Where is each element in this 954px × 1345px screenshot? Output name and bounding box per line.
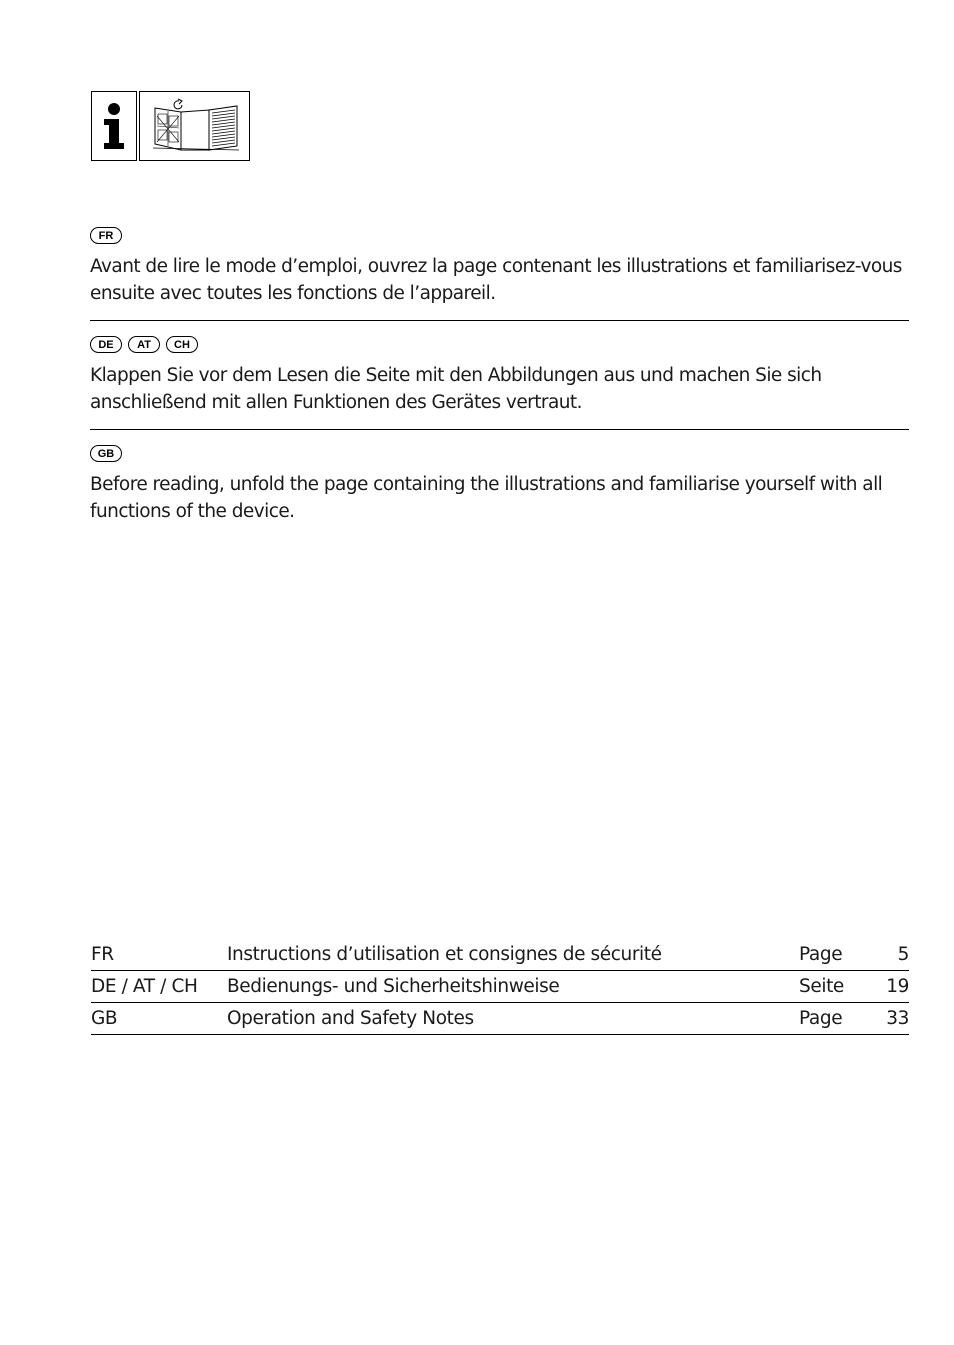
notice-text: Klappen Sie vor dem Lesen die Seite mit den Abbildungen aus und machen Sie sich anschließend mit allen Funktionen des Gerätes vertraut.: [90, 365, 822, 413]
header-icons: [91, 91, 250, 161]
toc-row: [91, 971, 909, 1003]
toc-language: DE / AT / CH: [91, 971, 227, 1003]
toc-page-number: 33: [869, 1003, 909, 1035]
toc-language: GB: [91, 1003, 227, 1035]
table-of-contents: [91, 939, 909, 1035]
toc-page-number: 19: [869, 971, 909, 1003]
language-badge: GB: [90, 445, 122, 462]
toc-title: Instructions d’utilisation et consignes de sécurité: [227, 939, 799, 971]
notice-fr: [90, 227, 909, 307]
notice-gb: [90, 445, 909, 525]
toc-page-number: 5: [869, 939, 909, 971]
notice-text: Before reading, unfold the page containing the illustrations and familiarise yourself with all functions of the device.: [90, 474, 883, 522]
divider: [90, 429, 909, 430]
toc-title: Bedienungs- und Sicherheitshinweise: [227, 971, 799, 1003]
toc-page-label: Seite: [799, 971, 869, 1003]
language-badge: AT: [128, 336, 160, 353]
info-icon: [91, 91, 137, 161]
toc-row: [91, 1003, 909, 1035]
toc-language: FR: [91, 939, 227, 971]
toc-row: [91, 939, 909, 971]
language-badge: CH: [166, 336, 198, 353]
language-badges: [90, 445, 909, 465]
notice-text: Avant de lire le mode d’emploi, ouvrez la page contenant les illustrations et familiarisez-vous ensuite avec toutes les fonctions de l’appareil.: [90, 256, 902, 304]
toc-page-label: Page: [799, 1003, 869, 1035]
language-badges: [90, 336, 909, 356]
divider: [90, 320, 909, 321]
language-badge: FR: [90, 227, 122, 244]
toc-title: Operation and Safety Notes: [227, 1003, 799, 1035]
language-badges: [90, 227, 909, 247]
language-badge: DE: [90, 336, 122, 353]
notice-de: [90, 336, 909, 416]
foldout-page-icon: [139, 91, 250, 161]
toc-page-label: Page: [799, 939, 869, 971]
